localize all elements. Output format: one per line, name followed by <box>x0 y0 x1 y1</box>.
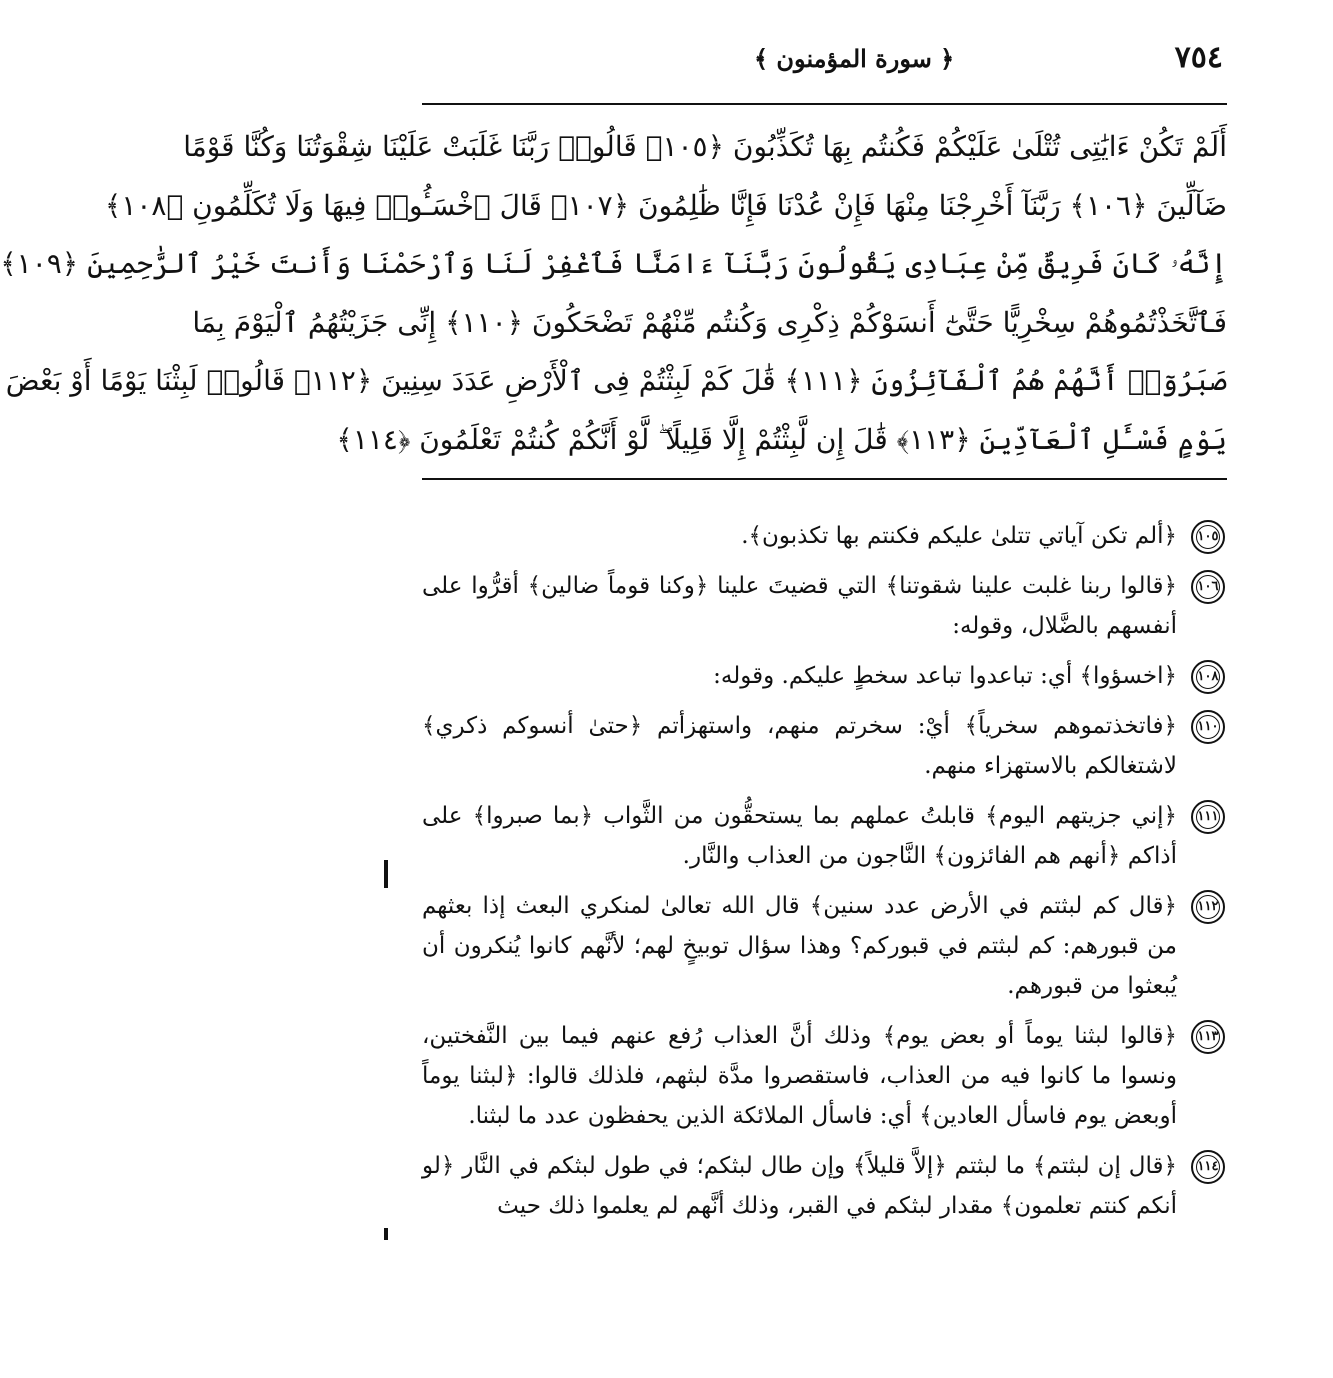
tafsir-text: ﴿إني جزيتهم اليوم﴾ قابلتُ عملهم بما يستحقُّون من الثَّواب ﴿بما صبروا﴾ على أذاكم ﴿أنهم هم الفائزون﴾ النَّاجون من العذاب والنَّار. <box>422 803 1177 869</box>
scan-edge-mark <box>384 860 388 888</box>
scan-edge-mark <box>384 1228 388 1240</box>
quran-line: فَٱتَّخَذْتُمُوهُمْ سِخْرِيًّا حَتَّىٰٓ أَنسَوْكُمْ ذِكْرِى وَكُنتُم مِّنْهُمْ تَضْحَكُونَ ﴿١١٠﴾ إِنِّى جَزَيْتُهُمُ ٱلْيَوْمَ بِمَا <box>192 305 1227 339</box>
surah-title: ﴿ سورة المؤمنون ﴾ <box>754 44 955 73</box>
tafsir-text: ﴿قال كم لبثتم في الأرض عدد سنين﴾ قال الله تعالىٰ لمنكري البعث إذا بعثهم من قبورهم: كم لبثتم في قبوركم؟ وهذا سؤال توبيخٍ لهم؛ لأنَّهم كانوا يُنكرون أن يُبعثوا من قبورهم. <box>422 893 1177 999</box>
top-divider <box>422 103 1227 105</box>
tafsir-text: ﴿قال إن لبثتم﴾ ما لبثتم ﴿إلاَّ قليلاً﴾ وإن طال لبثكم؛ في طول لبثكم في النَّار ﴿لو أنكم كنتم تعلمون﴾ مقدار لبثكم في القبر، وذلك أنَّهم لم يعلموا ذلك حيث <box>422 1153 1177 1219</box>
tafsir-text: ﴿ألم تكن آياتي تتلىٰ عليكم فكنتم بها تكذبون﴾. <box>741 523 1177 549</box>
quran-line: أَلَمْ تَكُنْ ءَايَٰتِى تُتْلَىٰ عَلَيْكُمْ فَكُنتُم بِهَا تُكَذِّبُونَ ﴿١٠٥﴾ قَالُوا۟ رَبَّنَا غَلَبَتْ عَلَيْنَا شِقْوَتُنَا وَكُنَّا قَوْمًا <box>183 130 1227 163</box>
page-header <box>424 40 1223 90</box>
tafsir-entry <box>422 886 1225 1006</box>
verse-number-marker: ١١١ <box>1191 800 1225 834</box>
tafsir-text: ﴿فاتخذتموهم سخرياً﴾ أيْ: سخرتم منهم، واستهزأتم ﴿حتىٰ أنسوكم ذكري﴾ لاشتغالكم بالاستهزاء منهم. <box>422 713 1177 779</box>
verse-number-marker: ١٠٦ <box>1191 570 1225 604</box>
verse-number-marker: ١١٢ <box>1191 890 1225 924</box>
tafsir-entry <box>422 1016 1225 1136</box>
tafsir-text: ﴿اخسؤوا﴾ أي: تباعدوا تباعد سخطٍ عليكم. وقوله: <box>713 663 1177 689</box>
bottom-divider <box>422 478 1227 480</box>
verse-number-marker: ١٠٨ <box>1191 660 1225 694</box>
verse-number-marker: ١٠٥ <box>1191 520 1225 554</box>
verse-number-marker: ١١٤ <box>1191 1150 1225 1184</box>
tafsir-text: ﴿قالوا لبثنا يوماً أو بعض يوم﴾ وذلك أنَّ العذاب رُفع عنهم فيما بين النَّفختين، ونسوا ما كانوا فيه من العذاب، فاستقصروا مدَّة لبثهم، فلذلك قالوا: ﴿لبثنا يوماً أوبعض يوم فاسأل العادين﴾ أي: فاسأل الملائكة الذين يحفظون عدد ما لبثنا. <box>422 1023 1177 1129</box>
page-number: ٧٥٤ <box>1174 40 1223 75</box>
quran-line: صَبَرُوٓا۟ أَنَّهُمْ هُمُ ٱلْفَآئِزُونَ ﴿١١١﴾ قَٰلَ كَمْ لَبِثْتُمْ فِى ٱلْأَرْضِ عَدَدَ سِنِينَ ﴿١١٢﴾ قَالُوا۟ لَبِثْنَا يَوْمًا أَوْ بَعْضَ <box>5 364 1227 397</box>
tafsir-entry <box>422 516 1225 556</box>
tafsir-entry <box>422 1146 1225 1226</box>
quran-line: ضَآلِّينَ ﴿١٠٦﴾ رَبَّنَآ أَخْرِجْنَا مِنْهَا فَإِنْ عُدْنَا فَإِنَّا ظَٰلِمُونَ ﴿١٠٧﴾ قَالَ ٱخْسَـُٔوا۟ فِيهَا وَلَا تُكَلِّمُونِ ﴿١٠٨﴾ <box>104 188 1227 222</box>
quran-line: إِنَّهُۥ كَانَ فَرِيقٌ مِّنْ عِبَادِى يَقُولُونَ رَبَّنَآ ءَامَنَّا فَٱغْفِرْ لَنَا وَٱرْحَمْنَا وَأَنتَ خَيْرُ ٱلرَّٰحِمِينَ ﴿١٠٩﴾ <box>0 247 1227 280</box>
verse-number-marker: ١١٣ <box>1191 1020 1225 1054</box>
tafsir-entry <box>422 796 1225 876</box>
tafsir-block <box>422 516 1225 1236</box>
tafsir-text: ﴿قالوا ربنا غلبت علينا شقوتنا﴾ التي قضيتَ علينا ﴿وكنا قوماً ضالين﴾ أقرُّوا على أنفسهم بالضَّلال، وقوله: <box>422 573 1177 639</box>
quran-text-block <box>0 118 1227 469</box>
quran-line: يَوْمٍ فَسْـَٔلِ ٱلْعَآدِّينَ ﴿١١٣﴾ قَٰلَ إِن لَّبِثْتُمْ إِلَّا قَلِيلًا ۖ لَّوْ أَنَّكُمْ كُنتُمْ تَعْلَمُونَ ﴿١١٤﴾ <box>336 422 1227 456</box>
tafsir-entry <box>422 656 1225 696</box>
tafsir-entry <box>422 706 1225 786</box>
tafsir-entry <box>422 566 1225 646</box>
verse-number-marker: ١١٠ <box>1191 710 1225 744</box>
